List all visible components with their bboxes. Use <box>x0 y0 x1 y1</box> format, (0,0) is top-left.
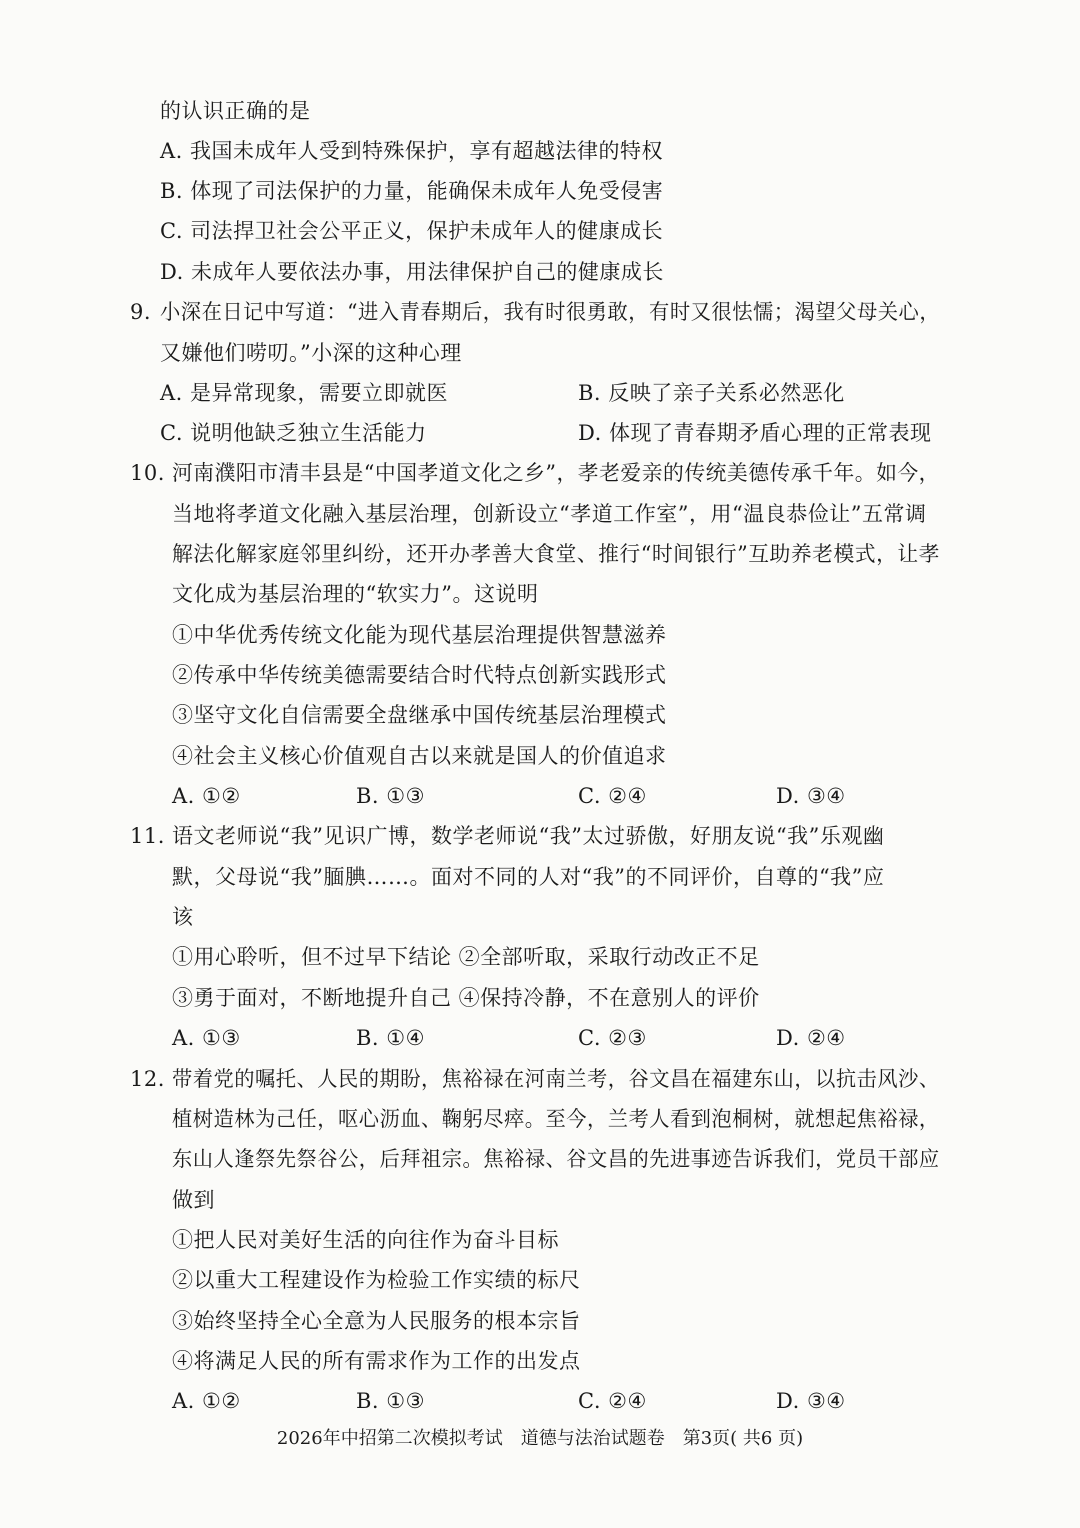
q11-statement-2: ③勇于面对，不断地提升自己 ④保持冷静，不在意别人的评价 <box>172 986 760 1010</box>
q12-option-c: C. ②④ <box>578 1389 647 1413</box>
q9-option-a: A. 是异常现象，需要立即就医 <box>160 381 449 405</box>
q11-number: 11. <box>130 824 165 848</box>
q11-option-c: C. ②③ <box>578 1026 647 1050</box>
q12-stem-line-2: 植树造林为己任，呕心沥血、鞠躬尽瘁。至今，兰考人看到泡桐树，就想起焦裕禄， <box>172 1107 940 1131</box>
q12-option-a: A. ①② <box>172 1389 241 1413</box>
q10-option-c: C. ②④ <box>578 784 647 808</box>
page-footer: 2026年中招第二次模拟考试 道德与法治试题卷 第3页( 共6 页) <box>276 1428 804 1449</box>
q12-option-d: D. ③④ <box>776 1389 846 1413</box>
q9-stem-line-1: 小深在日记中写道：“进入青春期后，我有时很勇敢，有时又很怯懦；渴望父母关心， <box>160 300 941 324</box>
q10-stem-line-1: 河南濮阳市清丰县是“中国孝道文化之乡”，孝老爱亲的传统美德传承千年。如今， <box>172 461 940 485</box>
q10-statement-2: ②传承中华传统美德需要结合时代特点创新实践形式 <box>172 663 667 687</box>
q8-option-c: C. 司法捍卫社会公平正义，保护未成年人的健康成长 <box>160 219 664 243</box>
q10-statement-4: ④社会主义核心价值观自古以来就是国人的价值追求 <box>172 744 667 768</box>
q9-option-d: D. 体现了青春期矛盾心理的正常表现 <box>578 421 932 445</box>
q12-option-b: B. ①③ <box>356 1389 425 1413</box>
q11-option-a: A. ①③ <box>172 1026 241 1050</box>
q8-option-d: D. 未成年人要依法办事，用法律保护自己的健康成长 <box>160 260 664 284</box>
q12-statement-3: ③始终坚持全心全意为人民服务的根本宗旨 <box>172 1309 581 1333</box>
q12-number: 12. <box>130 1067 165 1091</box>
q11-stem-line-1: 语文老师说“我”见识广博，数学老师说“我”太过骄傲，好朋友说“我”乐观幽 <box>172 824 885 848</box>
q10-statement-1: ①中华优秀传统文化能为现代基层治理提供智慧滋养 <box>172 623 667 647</box>
q12-statement-1: ①把人民对美好生活的向往作为奋斗目标 <box>172 1228 559 1252</box>
q11-stem-line-2: 默，父母说“我”腼腆……。面对不同的人对“我”的不同评价，自尊的“我”应 <box>172 865 885 889</box>
q11-option-d: D. ②④ <box>776 1026 846 1050</box>
q10-option-a: A. ①② <box>172 784 241 808</box>
q9-option-b: B. 反映了亲子关系必然恶化 <box>578 381 845 405</box>
q11-option-b: B. ①④ <box>356 1026 425 1050</box>
q10-stem-line-2: 当地将孝道文化融入基层治理，创新设立“孝道工作室”，用“温良恭俭让”五常调 <box>172 502 927 526</box>
q8-stem-tail: 的认识正确的是 <box>160 99 311 123</box>
q12-stem-line-4: 做到 <box>172 1188 215 1212</box>
q10-stem-line-3: 解法化解家庭邻里纠纷，还开办孝善大食堂、推行“时间银行”互助养老模式，让孝 <box>172 542 940 566</box>
q10-stem-line-4: 文化成为基层治理的“软实力”。这说明 <box>172 582 539 606</box>
q11-statement-1: ①用心聆听，但不过早下结论 ②全部听取，采取行动改正不足 <box>172 945 760 969</box>
q12-statement-4: ④将满足人民的所有需求作为工作的出发点 <box>172 1349 581 1373</box>
q10-statement-3: ③坚守文化自信需要全盘继承中国传统基层治理模式 <box>172 703 667 727</box>
q9-stem-line-2: 又嫌他们唠叨。”小深的这种心理 <box>160 341 462 365</box>
q10-option-b: B. ①③ <box>356 784 425 808</box>
q10-option-d: D. ③④ <box>776 784 846 808</box>
q8-option-a: A. 我国未成年人受到特殊保护，享有超越法律的特权 <box>160 139 664 163</box>
q12-stem-line-1: 带着党的嘱托、人民的期盼，焦裕禄在河南兰考，谷文昌在福建东山，以抗击风沙、 <box>172 1067 940 1091</box>
q11-stem-line-3: 该 <box>172 905 194 929</box>
q9-option-c: C. 说明他缺乏独立生活能力 <box>160 421 427 445</box>
q10-number: 10. <box>130 461 165 485</box>
q8-option-b: B. 体现了司法保护的力量，能确保未成年人免受侵害 <box>160 179 664 203</box>
q12-statement-2: ②以重大工程建设作为检验工作实绩的标尺 <box>172 1268 581 1292</box>
q12-stem-line-3: 东山人逢祭先祭谷公，后拜祖宗。焦裕禄、谷文昌的先进事迹告诉我们，党员干部应 <box>172 1147 940 1171</box>
q9-number: 9. <box>130 300 152 324</box>
